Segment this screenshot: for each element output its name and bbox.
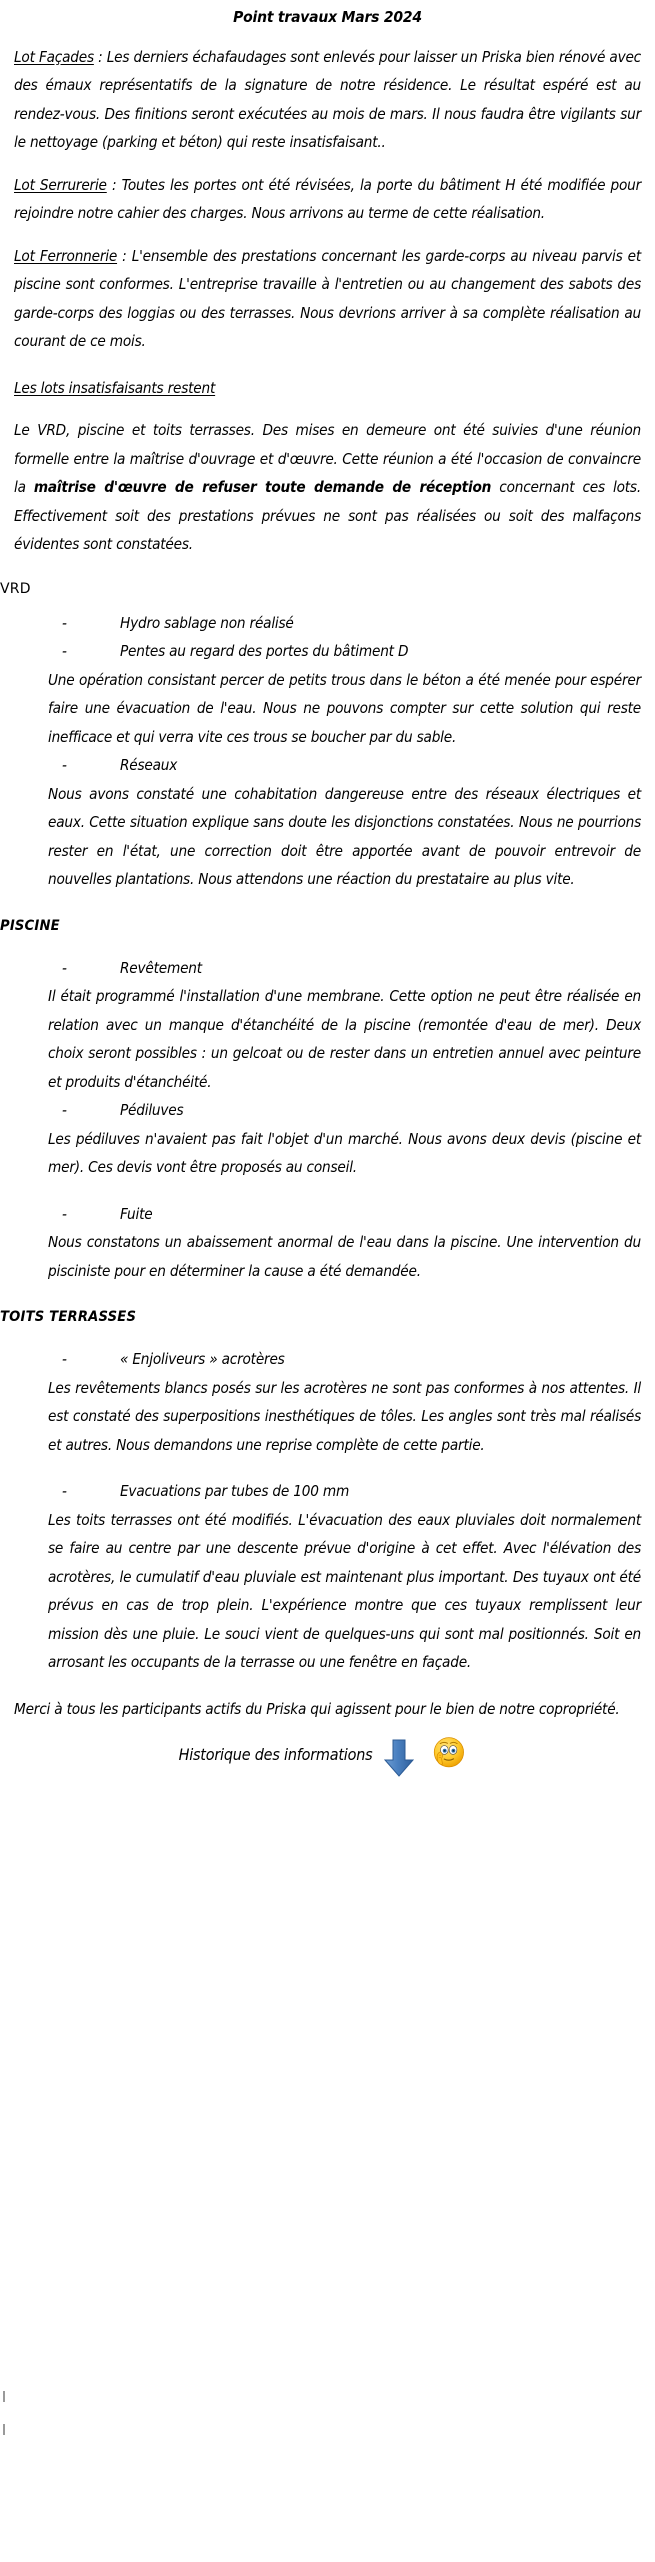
- list-item: [14, 1477, 641, 1506]
- paragraph-lot-ferronnerie: [14, 242, 641, 356]
- list-item: [14, 954, 641, 983]
- section-label-vrd: VRD: [0, 580, 31, 597]
- lot-serrurerie-text: Toutes les portes ont été révisées, la porte du bâtiment H été modifiée pour rejoindre notre cahier des charges. Nous arrivons au terme de cette réalisation.: [14, 175, 642, 223]
- list-item-label: « Enjoliveurs » acrotères: [120, 1350, 285, 1369]
- list-item-label: Réseaux: [120, 756, 178, 775]
- closing-paragraph: Merci à tous les participants actifs du Priska qui agissent pour le bien de notre copropriété.: [14, 1699, 620, 1718]
- toits-evacuations-body: Les toits terrasses ont été modifiés. L'évacuation des eaux pluviales doit normalement se faire au centre par une descente prévue d'origine à cet effet. Avec l'élévation des acrotères, le cumulatif d'eau pluviale est maintenant plus important. Des tuyaux ont été prévus en cas de trop plein. L'expérience montre que ces tuyaux remplissent leur mission dès une pluie. Le souci vient de quelques-uns qui sont mal positionnés. Soit en arrosant les occupants de la terrasse ou une fenêtre en façade.: [48, 1510, 641, 1672]
- dash-bullet-icon: -: [62, 642, 67, 661]
- piscine-fuite-body: Nous constatons un abaissement anormal de l'eau dans la piscine. Une intervention du pisciniste pour en déterminer la cause a été demandée.: [48, 1233, 641, 1280]
- paragraph-lot-facades: [14, 43, 641, 157]
- toits-enjoliveurs-list: [14, 1345, 641, 1374]
- list-item: [14, 637, 641, 666]
- margin-artifact-mark: [3, 2424, 5, 2435]
- arrow-down-icon[interactable]: [382, 1738, 416, 1772]
- toits-enjoliveurs-body: Les revêtements blancs posés sur les acrotères ne sont pas conformes à nos attentes. Il est constaté des superpositions inesthétiques de tôles. Les angles sont très mal réalisés et autres. Nous demandons une reprise complète de cette partie.: [48, 1378, 641, 1454]
- list-item-label: Hydro sablage non réalisé: [120, 613, 294, 632]
- toits-evacuations-list: [14, 1477, 641, 1506]
- list-item: [14, 609, 641, 638]
- lot-facades-separator: :: [93, 47, 107, 66]
- vrd-pentes-body: Une opération consistant percer de petits trous dans le béton a été menée pour espérer faire une évacuation de l'eau. Nous ne pouvons compter sur cette solution qui reste inefficace et qui verra vite ces trous se boucher par du sable.: [48, 670, 641, 746]
- vrd-item-list: [14, 609, 641, 666]
- dash-bullet-icon: -: [62, 1101, 67, 1120]
- dash-bullet-icon: -: [62, 1350, 67, 1369]
- section-label-toits-terrasses: TOITS TERRASSES: [0, 1308, 137, 1326]
- dash-bullet-icon: -: [62, 958, 67, 977]
- list-item-label: Evacuations par tubes de 100 mm: [120, 1482, 350, 1501]
- section-label-piscine: PISCINE: [0, 916, 60, 934]
- vrd-reseaux-body: Nous avons constaté une cohabitation dangereuse entre des réseaux électriques et eaux. Cette situation explique sans doute les disjonctions constatées. Nous ne pourrions rester en l'état, une correction doit être apportée avant de pouvoir entrevoir de nouvelles plantations. Nous attendons une réaction du prestataire au plus vite.: [48, 784, 641, 889]
- lot-facades-text: Les derniers échafaudages sont enlevés pour laisser un Priska bien rénové avec des émaux représentatifs de la signature de notre résidence. Le résultat espéré est au rendez-vous. Des finitions seront exécutées au mois de mars. Il nous faudra être vigilants sur le nettoyage (parking et béton) qui reste insatisfaisant..: [14, 47, 641, 152]
- document-body: [0, 43, 655, 1778]
- list-item-label: Revêtement: [120, 958, 202, 977]
- paragraph-lots-insatisfaisants-intro: [14, 416, 641, 559]
- dash-bullet-icon: -: [62, 1482, 67, 1501]
- margin-artifact-mark: [3, 2391, 5, 2402]
- intro-bold-emphasis: maîtrise d'œuvre de refuser toute demande de réception: [33, 478, 492, 497]
- list-item-label: Fuite: [120, 1204, 153, 1223]
- intro-part-1: Le VRD, piscine et toits terrasses. Des mises en demeure ont été suivies d'une réunion formelle entre la maîtrise d'ouvrage et d'œuvre. Cette réunion a été l'occasion de convaincre la: [14, 421, 641, 497]
- dash-bullet-icon: -: [62, 613, 67, 632]
- heading-lots-insatisfaisants: Les lots insatisfaisants restent: [14, 378, 216, 397]
- footer-historique-label: Historique des informations: [178, 1745, 373, 1765]
- list-item: [14, 751, 641, 780]
- list-item-label: Pentes au regard des portes du bâtiment D: [120, 642, 409, 661]
- piscine-revetement-body: Il était programmé l'installation d'une membrane. Cette option ne peut être réalisée en relation avec un manque d'étanchéité de la piscine (remontée d'eau de mer). Deux choix seront possibles : un gelcoat ou de rester dans un entretien annuel avec peinture et produits d'étanchéité.: [48, 987, 641, 1091]
- intro-part-2: concernant ces lots. Effectivement soit des prestations prévues ne sont pas réalisées ou soit des malfaçons évidentes sont constatées.: [14, 478, 641, 554]
- lot-ferronnerie-separator: :: [117, 246, 132, 265]
- piscine-revetement-list: [14, 954, 641, 983]
- list-item: [14, 1200, 641, 1229]
- page-title: Point travaux Mars 2024: [233, 8, 422, 26]
- lot-ferronnerie-label: Lot Ferronnerie: [14, 246, 118, 265]
- lot-serrurerie-separator: :: [106, 175, 122, 194]
- piscine-pediluves-body: Les pédiluves n'avaient pas fait l'objet d'un marché. Nous avons deux devis (piscine et mer). Ces devis vont être proposés au conseil.: [48, 1129, 641, 1177]
- vrd-reseaux-list: [14, 751, 641, 780]
- lot-serrurerie-label: Lot Serrurerie: [14, 175, 107, 194]
- lot-facades-label: Lot Façades: [14, 47, 94, 66]
- paragraph-lot-serrurerie: [14, 171, 641, 228]
- piscine-pediluves-list: [14, 1096, 641, 1125]
- dash-bullet-icon: -: [62, 1204, 67, 1223]
- list-item: [14, 1096, 641, 1125]
- thinking-face-emoji: [426, 1733, 470, 1777]
- footer-historique-row: [14, 1733, 641, 1777]
- list-item-label: Pédiluves: [120, 1101, 184, 1120]
- lot-ferronnerie-text: L'ensemble des prestations concernant les garde-corps au niveau parvis et piscine sont conformes. L'entreprise travaille à l'entretien ou au changement des sabots des garde-corps des loggias ou des terrasses. Nous devrions arriver à sa complète réalisation au courant de ce mois.: [14, 246, 641, 351]
- dash-bullet-icon: -: [62, 756, 67, 775]
- piscine-fuite-list: [14, 1200, 641, 1229]
- list-item: [14, 1345, 641, 1374]
